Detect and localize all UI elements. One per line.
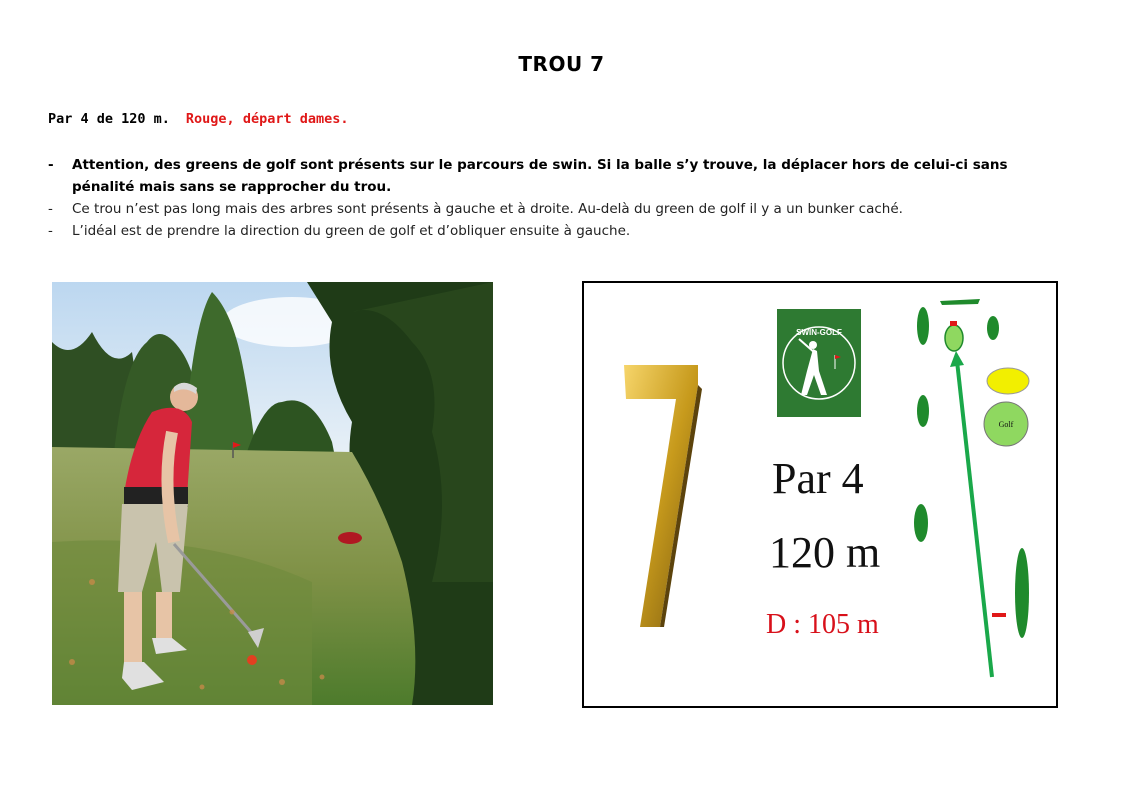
tree-shape (940, 299, 980, 305)
tree-shape (987, 316, 999, 340)
tee-info: Rouge, départ dames. (185, 111, 349, 127)
hole-card (582, 281, 1058, 708)
par-line (48, 111, 348, 127)
tree-shape (914, 504, 928, 542)
par-value: Par 4 (772, 454, 864, 503)
tree-shape (917, 307, 929, 345)
svg-text:Golf: Golf (998, 420, 1014, 429)
distance-value: 120 m (769, 528, 881, 577)
bullet-text: L’idéal est de prendre la direction du green de golf et d’obliquer ensuite à gauche. (72, 223, 631, 239)
swin-golf-logo (777, 309, 861, 417)
tree-shape (917, 395, 929, 427)
hole-number-graphic (624, 365, 702, 627)
swin-green (945, 325, 963, 351)
instructions-list (48, 154, 1048, 242)
direction-arrow (957, 361, 992, 677)
bunker-shape (987, 368, 1029, 394)
hole-map (902, 293, 1052, 698)
bullet-text: Attention, des greens de golf sont présents sur le parcours de swin. Si la balle s’y trouve, la déplacer hors de celui-ci sans pénalité mais sans se rapprocher du trou. (72, 157, 1008, 195)
svg-text:SWIN-GOLF: SWIN-GOLF (796, 328, 842, 337)
page-title: TROU 7 (518, 52, 605, 76)
arrow-head (950, 351, 964, 367)
golfer-photo (52, 282, 493, 705)
bullet-text: Ce trou n’est pas long mais des arbres sont présents à gauche et à droite. Au-delà du green de golf il y a un bunker caché. (72, 201, 903, 217)
tree-shape (1015, 548, 1029, 638)
flag-icon (950, 321, 957, 326)
ladies-distance: D : 105 m (766, 609, 879, 640)
bullet-dash: - (48, 223, 53, 239)
list-item (48, 154, 1048, 198)
bullet-dash: - (48, 157, 54, 173)
bullet-dash: - (48, 201, 53, 217)
par-text: Par 4 de 120 m. (48, 111, 170, 127)
tee-marker (992, 613, 1006, 617)
list-item (48, 220, 1048, 242)
list-item (48, 198, 1048, 220)
